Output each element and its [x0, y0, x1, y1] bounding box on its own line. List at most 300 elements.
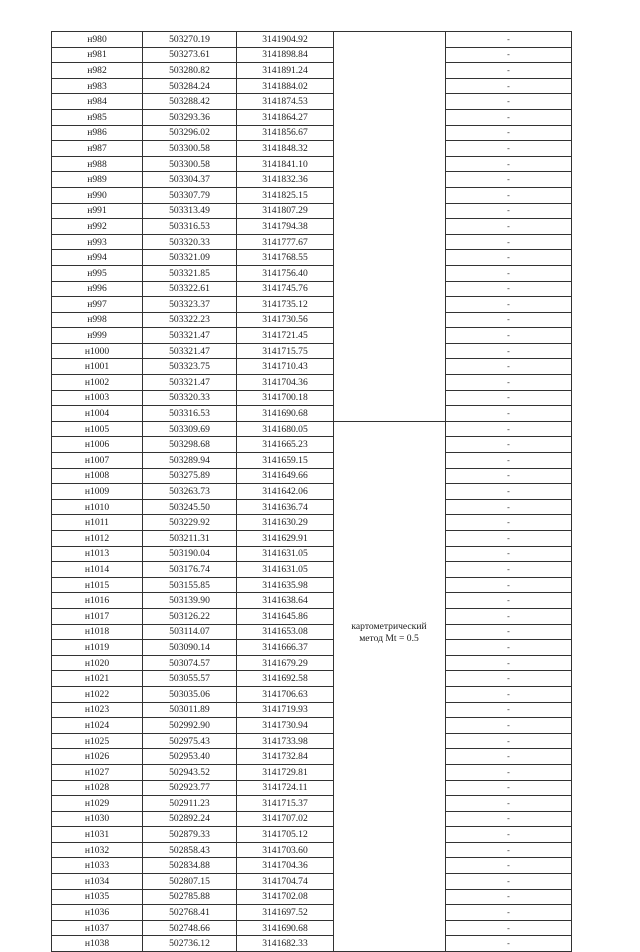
y-coordinate-cell: 3141756.40 — [237, 265, 334, 281]
y-coordinate-cell: 3141642.06 — [237, 484, 334, 500]
method-cell — [334, 671, 446, 687]
point-name-cell: н1038 — [52, 936, 143, 952]
point-name-cell: н995 — [52, 265, 143, 281]
point-name-cell: н987 — [52, 141, 143, 157]
table-row — [52, 811, 572, 827]
table-row — [52, 125, 572, 141]
point-name-cell: н1017 — [52, 608, 143, 624]
y-coordinate-cell: 3141659.15 — [237, 453, 334, 469]
table-row — [52, 32, 572, 48]
x-coordinate-cell: 503309.69 — [143, 421, 237, 437]
point-name-cell: н1036 — [52, 905, 143, 921]
note-dash-cell: - — [446, 936, 572, 952]
method-cell — [334, 780, 446, 796]
table-row — [52, 796, 572, 812]
note-dash-cell: - — [446, 811, 572, 827]
y-coordinate-cell: 3141777.67 — [237, 234, 334, 250]
y-coordinate-cell: 3141645.86 — [237, 608, 334, 624]
y-coordinate-cell: 3141807.29 — [237, 203, 334, 219]
x-coordinate-cell: 502992.90 — [143, 718, 237, 734]
method-cell — [334, 499, 446, 515]
y-coordinate-cell: 3141631.05 — [237, 546, 334, 562]
method-cell — [334, 577, 446, 593]
x-coordinate-cell: 503322.23 — [143, 312, 237, 328]
method-cell — [334, 187, 446, 203]
x-coordinate-cell: 503190.04 — [143, 546, 237, 562]
point-name-cell: н1005 — [52, 421, 143, 437]
method-cell — [334, 889, 446, 905]
y-coordinate-cell: 3141898.84 — [237, 47, 334, 63]
note-dash-cell: - — [446, 172, 572, 188]
method-cell — [334, 328, 446, 344]
y-coordinate-cell: 3141631.05 — [237, 562, 334, 578]
x-coordinate-cell: 502923.77 — [143, 780, 237, 796]
table-row — [52, 375, 572, 391]
method-cell — [334, 468, 446, 484]
note-dash-cell: - — [446, 141, 572, 157]
point-name-cell: н997 — [52, 297, 143, 313]
x-coordinate-cell: 503307.79 — [143, 187, 237, 203]
table-row — [52, 406, 572, 422]
point-name-cell: н981 — [52, 47, 143, 63]
note-dash-cell: - — [446, 733, 572, 749]
point-name-cell: н1022 — [52, 686, 143, 702]
note-dash-cell: - — [446, 63, 572, 79]
y-coordinate-cell: 3141690.68 — [237, 406, 334, 422]
method-cell — [334, 109, 446, 125]
x-coordinate-cell: 503155.85 — [143, 577, 237, 593]
point-name-cell: н998 — [52, 312, 143, 328]
x-coordinate-cell: 503273.61 — [143, 47, 237, 63]
method-note-line-1: картометрический — [351, 621, 427, 632]
method-cell — [334, 733, 446, 749]
y-coordinate-cell: 3141653.08 — [237, 624, 334, 640]
y-coordinate-cell: 3141825.15 — [237, 187, 334, 203]
point-name-cell: н986 — [52, 125, 143, 141]
point-name-cell: н1006 — [52, 437, 143, 453]
table-row — [52, 905, 572, 921]
table-row — [52, 702, 572, 718]
method-cell — [334, 905, 446, 921]
point-name-cell: н1012 — [52, 531, 143, 547]
point-name-cell: н991 — [52, 203, 143, 219]
method-cell — [334, 390, 446, 406]
x-coordinate-cell: 502834.88 — [143, 858, 237, 874]
table-row — [52, 515, 572, 531]
x-coordinate-cell: 503298.68 — [143, 437, 237, 453]
method-cell — [334, 546, 446, 562]
y-coordinate-cell: 3141704.74 — [237, 874, 334, 890]
y-coordinate-cell: 3141704.36 — [237, 375, 334, 391]
method-cell — [334, 47, 446, 63]
method-cell — [334, 562, 446, 578]
method-cell — [334, 421, 446, 437]
note-dash-cell: - — [446, 234, 572, 250]
note-dash-cell: - — [446, 577, 572, 593]
x-coordinate-cell: 502768.41 — [143, 905, 237, 921]
note-dash-cell: - — [446, 343, 572, 359]
x-coordinate-cell: 502736.12 — [143, 936, 237, 952]
table-row — [52, 546, 572, 562]
method-cell — [334, 593, 446, 609]
table-row — [52, 328, 572, 344]
table-row — [52, 671, 572, 687]
x-coordinate-cell: 503320.33 — [143, 390, 237, 406]
point-name-cell: н1033 — [52, 858, 143, 874]
x-coordinate-cell: 503245.50 — [143, 499, 237, 515]
method-cell — [334, 686, 446, 702]
x-coordinate-cell: 502911.23 — [143, 796, 237, 812]
table-row — [52, 468, 572, 484]
method-cell — [334, 842, 446, 858]
y-coordinate-cell: 3141715.37 — [237, 796, 334, 812]
method-cell — [334, 718, 446, 734]
y-coordinate-cell: 3141768.55 — [237, 250, 334, 266]
point-name-cell: н1037 — [52, 920, 143, 936]
x-coordinate-cell: 503300.58 — [143, 141, 237, 157]
y-coordinate-cell: 3141700.18 — [237, 390, 334, 406]
note-dash-cell: - — [446, 702, 572, 718]
method-cell — [334, 827, 446, 843]
point-name-cell: н1029 — [52, 796, 143, 812]
note-dash-cell: - — [446, 764, 572, 780]
table-row — [52, 437, 572, 453]
method-note-line-2: метод Mt = 0.5 — [359, 633, 419, 644]
x-coordinate-cell: 503289.94 — [143, 453, 237, 469]
y-coordinate-cell: 3141630.29 — [237, 515, 334, 531]
point-name-cell: н1027 — [52, 764, 143, 780]
point-name-cell: н988 — [52, 156, 143, 172]
note-dash-cell: - — [446, 125, 572, 141]
table-row — [52, 718, 572, 734]
point-name-cell: н1004 — [52, 406, 143, 422]
x-coordinate-cell: 503074.57 — [143, 655, 237, 671]
method-cell — [334, 655, 446, 671]
method-note — [333, 621, 445, 645]
point-name-cell: н1025 — [52, 733, 143, 749]
note-dash-cell: - — [446, 203, 572, 219]
table-row — [52, 250, 572, 266]
note-dash-cell: - — [446, 375, 572, 391]
table-row — [52, 281, 572, 297]
y-coordinate-cell: 3141884.02 — [237, 78, 334, 94]
note-dash-cell: - — [446, 421, 572, 437]
x-coordinate-cell: 503270.19 — [143, 32, 237, 48]
y-coordinate-cell: 3141703.60 — [237, 842, 334, 858]
table-row — [52, 156, 572, 172]
note-dash-cell: - — [446, 686, 572, 702]
point-name-cell: н1031 — [52, 827, 143, 843]
point-name-cell: н1001 — [52, 359, 143, 375]
table-row — [52, 312, 572, 328]
x-coordinate-cell: 503275.89 — [143, 468, 237, 484]
y-coordinate-cell: 3141649.66 — [237, 468, 334, 484]
y-coordinate-cell: 3141697.52 — [237, 905, 334, 921]
note-dash-cell: - — [446, 858, 572, 874]
note-dash-cell: - — [446, 640, 572, 656]
x-coordinate-cell: 503176.74 — [143, 562, 237, 578]
point-name-cell: н982 — [52, 63, 143, 79]
y-coordinate-cell: 3141635.98 — [237, 577, 334, 593]
point-name-cell: н1016 — [52, 593, 143, 609]
point-name-cell: н1013 — [52, 546, 143, 562]
coordinate-table-body — [52, 32, 572, 952]
x-coordinate-cell: 503126.22 — [143, 608, 237, 624]
y-coordinate-cell: 3141735.12 — [237, 297, 334, 313]
table-row — [52, 234, 572, 250]
point-name-cell: н1034 — [52, 874, 143, 890]
note-dash-cell: - — [446, 281, 572, 297]
y-coordinate-cell: 3141732.84 — [237, 749, 334, 765]
point-name-cell: н1032 — [52, 842, 143, 858]
point-name-cell: н990 — [52, 187, 143, 203]
table-row — [52, 94, 572, 110]
table-row — [52, 858, 572, 874]
x-coordinate-cell: 502975.43 — [143, 733, 237, 749]
method-cell — [334, 265, 446, 281]
point-name-cell: н996 — [52, 281, 143, 297]
note-dash-cell: - — [446, 546, 572, 562]
point-name-cell: н1002 — [52, 375, 143, 391]
y-coordinate-cell: 3141729.81 — [237, 764, 334, 780]
table-row — [52, 421, 572, 437]
note-dash-cell: - — [446, 453, 572, 469]
method-cell — [334, 78, 446, 94]
point-name-cell: н985 — [52, 109, 143, 125]
table-row — [52, 936, 572, 952]
x-coordinate-cell: 503263.73 — [143, 484, 237, 500]
y-coordinate-cell: 3141730.94 — [237, 718, 334, 734]
method-cell — [334, 453, 446, 469]
y-coordinate-cell: 3141665.23 — [237, 437, 334, 453]
x-coordinate-cell: 502892.24 — [143, 811, 237, 827]
method-cell — [334, 94, 446, 110]
x-coordinate-cell: 503055.57 — [143, 671, 237, 687]
point-name-cell: н1010 — [52, 499, 143, 515]
point-name-cell: н1028 — [52, 780, 143, 796]
y-coordinate-cell: 3141891.24 — [237, 63, 334, 79]
table-row — [52, 187, 572, 203]
method-cell — [334, 515, 446, 531]
note-dash-cell: - — [446, 78, 572, 94]
point-name-cell: н984 — [52, 94, 143, 110]
y-coordinate-cell: 3141706.63 — [237, 686, 334, 702]
y-coordinate-cell: 3141710.43 — [237, 359, 334, 375]
point-name-cell: н1000 — [52, 343, 143, 359]
x-coordinate-cell: 503313.49 — [143, 203, 237, 219]
method-cell — [334, 234, 446, 250]
method-cell — [334, 749, 446, 765]
table-row — [52, 624, 572, 640]
x-coordinate-cell: 503323.37 — [143, 297, 237, 313]
table-row — [52, 109, 572, 125]
note-dash-cell: - — [446, 328, 572, 344]
point-name-cell: н1024 — [52, 718, 143, 734]
note-dash-cell: - — [446, 531, 572, 547]
y-coordinate-cell: 3141636.74 — [237, 499, 334, 515]
x-coordinate-cell: 503280.82 — [143, 63, 237, 79]
x-coordinate-cell: 503316.53 — [143, 219, 237, 235]
method-cell — [334, 250, 446, 266]
point-name-cell: н983 — [52, 78, 143, 94]
x-coordinate-cell: 503229.92 — [143, 515, 237, 531]
coordinate-sheet — [51, 31, 571, 950]
table-row — [52, 577, 572, 593]
method-cell — [334, 172, 446, 188]
table-row — [52, 484, 572, 500]
x-coordinate-cell: 502943.52 — [143, 764, 237, 780]
point-name-cell: н1021 — [52, 671, 143, 687]
point-name-cell: н994 — [52, 250, 143, 266]
note-dash-cell: - — [446, 406, 572, 422]
table-row — [52, 265, 572, 281]
method-cell — [334, 203, 446, 219]
y-coordinate-cell: 3141666.37 — [237, 640, 334, 656]
method-cell — [334, 406, 446, 422]
note-dash-cell: - — [446, 297, 572, 313]
method-cell — [334, 375, 446, 391]
note-dash-cell: - — [446, 515, 572, 531]
method-cell — [334, 796, 446, 812]
y-coordinate-cell: 3141629.91 — [237, 531, 334, 547]
y-coordinate-cell: 3141864.27 — [237, 109, 334, 125]
x-coordinate-cell: 502785.88 — [143, 889, 237, 905]
point-name-cell: н1035 — [52, 889, 143, 905]
x-coordinate-cell: 503284.24 — [143, 78, 237, 94]
note-dash-cell: - — [446, 889, 572, 905]
note-dash-cell: - — [446, 593, 572, 609]
point-name-cell: н989 — [52, 172, 143, 188]
y-coordinate-cell: 3141874.53 — [237, 94, 334, 110]
note-dash-cell: - — [446, 624, 572, 640]
y-coordinate-cell: 3141856.67 — [237, 125, 334, 141]
y-coordinate-cell: 3141638.64 — [237, 593, 334, 609]
y-coordinate-cell: 3141730.56 — [237, 312, 334, 328]
point-name-cell: н1015 — [52, 577, 143, 593]
y-coordinate-cell: 3141832.36 — [237, 172, 334, 188]
table-row — [52, 780, 572, 796]
x-coordinate-cell: 503011.89 — [143, 702, 237, 718]
table-row — [52, 499, 572, 515]
coordinate-table — [51, 31, 572, 952]
table-row — [52, 749, 572, 765]
method-cell — [334, 936, 446, 952]
table-row — [52, 640, 572, 656]
point-name-cell: н1026 — [52, 749, 143, 765]
method-cell — [334, 484, 446, 500]
method-cell — [334, 531, 446, 547]
x-coordinate-cell: 503300.58 — [143, 156, 237, 172]
y-coordinate-cell: 3141702.08 — [237, 889, 334, 905]
x-coordinate-cell: 502748.66 — [143, 920, 237, 936]
table-row — [52, 842, 572, 858]
y-coordinate-cell: 3141707.02 — [237, 811, 334, 827]
table-row — [52, 920, 572, 936]
y-coordinate-cell: 3141705.12 — [237, 827, 334, 843]
method-cell — [334, 764, 446, 780]
table-row — [52, 889, 572, 905]
table-row — [52, 764, 572, 780]
x-coordinate-cell: 503035.06 — [143, 686, 237, 702]
x-coordinate-cell: 503321.85 — [143, 265, 237, 281]
method-cell — [334, 920, 446, 936]
x-coordinate-cell: 503090.14 — [143, 640, 237, 656]
point-name-cell: н999 — [52, 328, 143, 344]
x-coordinate-cell: 503321.09 — [143, 250, 237, 266]
method-cell — [334, 281, 446, 297]
point-name-cell: н1014 — [52, 562, 143, 578]
x-coordinate-cell: 503323.75 — [143, 359, 237, 375]
point-name-cell: н1007 — [52, 453, 143, 469]
point-name-cell: н1008 — [52, 468, 143, 484]
y-coordinate-cell: 3141745.76 — [237, 281, 334, 297]
x-coordinate-cell: 503296.02 — [143, 125, 237, 141]
point-name-cell: н980 — [52, 32, 143, 48]
note-dash-cell: - — [446, 312, 572, 328]
x-coordinate-cell: 502807.15 — [143, 874, 237, 890]
table-row — [52, 297, 572, 313]
table-row — [52, 453, 572, 469]
point-name-cell: н1020 — [52, 655, 143, 671]
x-coordinate-cell: 503320.33 — [143, 234, 237, 250]
table-row — [52, 655, 572, 671]
x-coordinate-cell: 503321.47 — [143, 343, 237, 359]
table-row — [52, 141, 572, 157]
y-coordinate-cell: 3141721.45 — [237, 328, 334, 344]
table-row — [52, 827, 572, 843]
x-coordinate-cell: 503316.53 — [143, 406, 237, 422]
table-row — [52, 390, 572, 406]
note-dash-cell: - — [446, 484, 572, 500]
note-dash-cell: - — [446, 671, 572, 687]
y-coordinate-cell: 3141848.32 — [237, 141, 334, 157]
x-coordinate-cell: 503304.37 — [143, 172, 237, 188]
point-name-cell: н993 — [52, 234, 143, 250]
x-coordinate-cell: 503139.90 — [143, 593, 237, 609]
note-dash-cell: - — [446, 562, 572, 578]
table-row — [52, 172, 572, 188]
x-coordinate-cell: 503321.47 — [143, 375, 237, 391]
y-coordinate-cell: 3141724.11 — [237, 780, 334, 796]
method-cell — [334, 359, 446, 375]
note-dash-cell: - — [446, 359, 572, 375]
method-cell — [334, 874, 446, 890]
x-coordinate-cell: 503293.36 — [143, 109, 237, 125]
note-dash-cell: - — [446, 250, 572, 266]
y-coordinate-cell: 3141690.68 — [237, 920, 334, 936]
y-coordinate-cell: 3141904.92 — [237, 32, 334, 48]
table-row — [52, 219, 572, 235]
note-dash-cell: - — [446, 796, 572, 812]
table-row — [52, 63, 572, 79]
note-dash-cell: - — [446, 265, 572, 281]
method-cell — [334, 297, 446, 313]
x-coordinate-cell: 502858.43 — [143, 842, 237, 858]
note-dash-cell: - — [446, 109, 572, 125]
y-coordinate-cell: 3141680.05 — [237, 421, 334, 437]
note-dash-cell: - — [446, 608, 572, 624]
point-name-cell: н1018 — [52, 624, 143, 640]
x-coordinate-cell: 503114.07 — [143, 624, 237, 640]
x-coordinate-cell: 502879.33 — [143, 827, 237, 843]
table-row — [52, 733, 572, 749]
table-row — [52, 531, 572, 547]
note-dash-cell: - — [446, 655, 572, 671]
point-name-cell: н1019 — [52, 640, 143, 656]
method-cell — [334, 219, 446, 235]
note-dash-cell: - — [446, 827, 572, 843]
y-coordinate-cell: 3141841.10 — [237, 156, 334, 172]
